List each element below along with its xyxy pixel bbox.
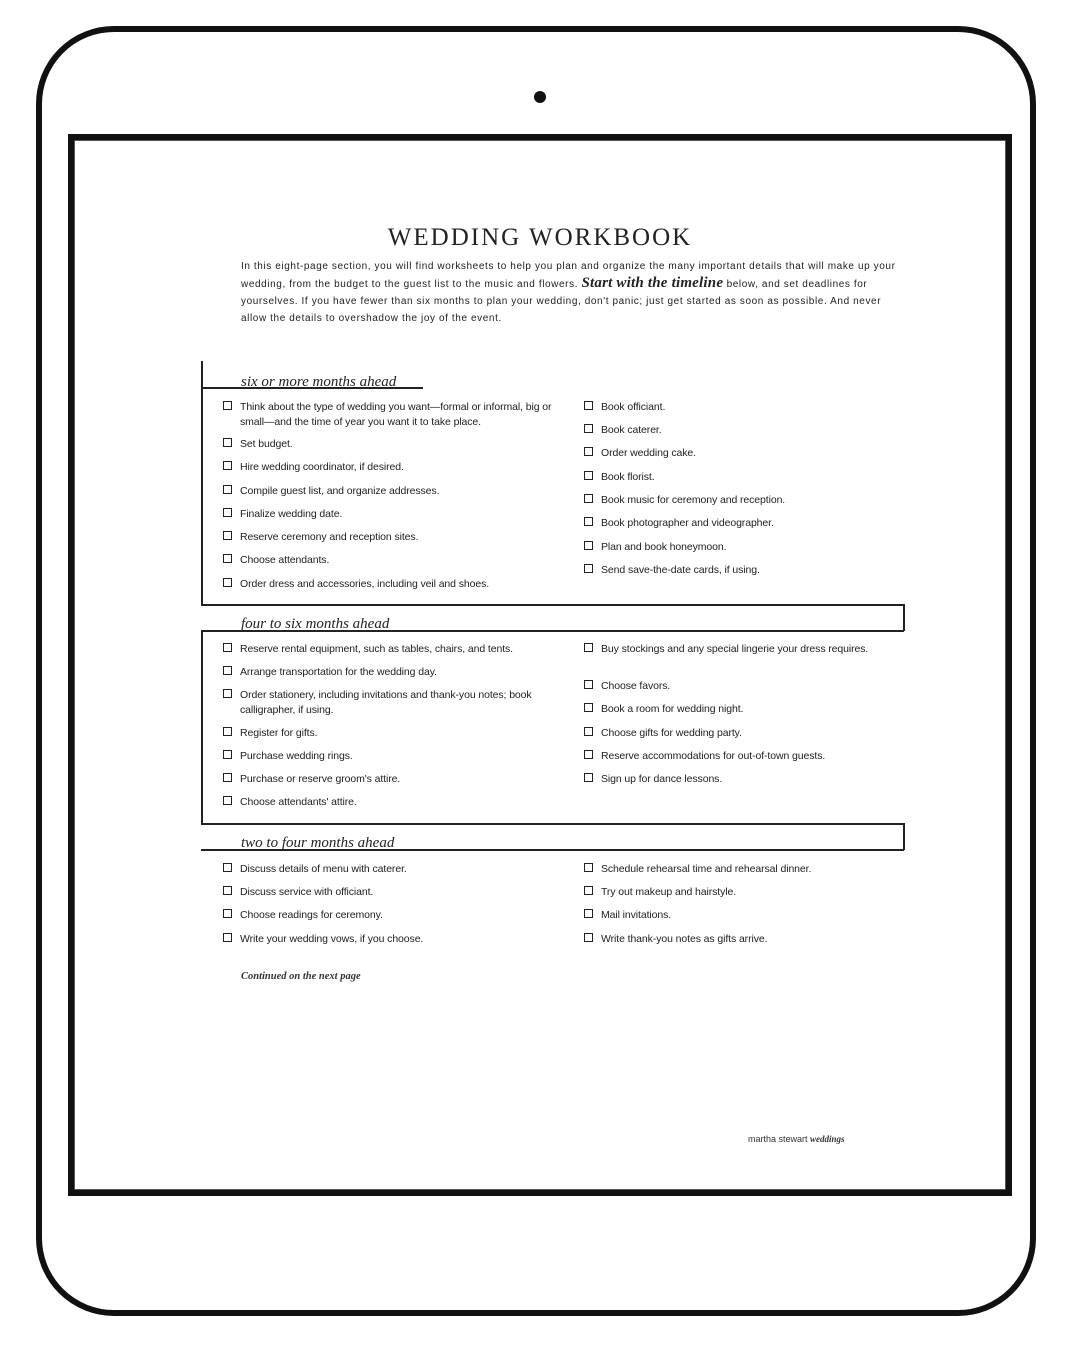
checkbox[interactable] xyxy=(223,750,232,759)
checklist-item-label: Order wedding cake. xyxy=(601,447,696,459)
checklist-item-label: Write your wedding vows, if you choose. xyxy=(240,933,424,945)
checkbox[interactable] xyxy=(223,461,232,470)
section-heading-two-months: two to four months ahead xyxy=(241,835,395,851)
checklist-item-label: Send save-the-date cards, if using. xyxy=(601,564,760,576)
checkbox[interactable] xyxy=(584,727,593,736)
checklist-item-label: Reserve rental equipment, such as tables, chairs, and tents. xyxy=(240,643,513,655)
checkbox[interactable] xyxy=(584,517,593,526)
checklist-item-label: Book caterer. xyxy=(601,424,662,436)
checkbox[interactable] xyxy=(584,541,593,550)
checklist-item-label: Order dress and accessories, including veil and shoes. xyxy=(240,578,490,590)
checkbox[interactable] xyxy=(584,933,593,942)
checkbox[interactable] xyxy=(584,886,593,895)
continued-note: Continued on the next page xyxy=(241,971,361,982)
checkbox[interactable] xyxy=(223,401,232,410)
checklist-item-label: Book florist. xyxy=(601,471,655,483)
checkbox[interactable] xyxy=(223,508,232,517)
checkbox[interactable] xyxy=(584,909,593,918)
checklist-item-label: Discuss details of menu with caterer. xyxy=(240,863,407,875)
brand-italic: weddings xyxy=(810,1134,845,1144)
checkbox[interactable] xyxy=(223,689,232,698)
checklist-item-label: Choose attendants' attire. xyxy=(240,796,357,808)
checkbox[interactable] xyxy=(223,531,232,540)
checkbox[interactable] xyxy=(584,703,593,712)
checklist-item-label: Order stationery, including invitations and thank-you notes; book calligrapher, if using. xyxy=(240,689,532,716)
frame-right-3 xyxy=(903,823,905,850)
checkbox[interactable] xyxy=(584,424,593,433)
checkbox[interactable] xyxy=(223,886,232,895)
checklist-item-label: Compile guest list, and organize addresses. xyxy=(240,485,440,497)
checklist-item-label: Book a room for wedding night. xyxy=(601,703,744,715)
frame-bottom-1 xyxy=(201,604,904,606)
checklist-item-label: Book photographer and videographer. xyxy=(601,517,774,529)
checkbox[interactable] xyxy=(584,773,593,782)
checklist-item-label: Set budget. xyxy=(240,438,293,450)
checklist-item-label: Book music for ceremony and reception. xyxy=(601,494,786,506)
checkbox[interactable] xyxy=(223,773,232,782)
checkbox[interactable] xyxy=(584,750,593,759)
checkbox[interactable] xyxy=(584,447,593,456)
checklist-item-label: Book officiant. xyxy=(601,401,666,413)
checkbox[interactable] xyxy=(584,494,593,503)
checklist-item-label: Choose attendants. xyxy=(240,554,330,566)
brand-plain: martha stewart xyxy=(748,1134,808,1144)
checkbox[interactable] xyxy=(223,909,232,918)
checkbox[interactable] xyxy=(584,401,593,410)
checklist-item-label: Finalize wedding date. xyxy=(240,508,343,520)
checkbox[interactable] xyxy=(584,863,593,872)
brand-footer xyxy=(748,1134,845,1144)
checkbox[interactable] xyxy=(584,471,593,480)
checkbox[interactable] xyxy=(584,643,593,652)
checklist-item-label: Choose readings for ceremony. xyxy=(240,909,383,921)
checklist-item-label: Try out makeup and hairstyle. xyxy=(601,886,737,898)
intro-text-after: below, and set deadlines for yourselves. If you have fewer than six months to plan your wedding, don't panic; just get started as soon as possible. And never allow the details to overshadow the joy of the event. xyxy=(241,279,882,324)
checkbox[interactable] xyxy=(223,643,232,652)
frame-bottom-2 xyxy=(201,823,904,825)
frame-left-2 xyxy=(201,630,203,824)
intro-paragraph xyxy=(241,258,896,327)
checklist-item-label: Reserve ceremony and reception sites. xyxy=(240,531,419,543)
checkbox[interactable] xyxy=(223,666,232,675)
checkbox[interactable] xyxy=(223,933,232,942)
camera-dot xyxy=(534,91,546,103)
frame-left-1 xyxy=(201,361,203,605)
checkbox[interactable] xyxy=(584,564,593,573)
checklist-item-label: Plan and book honeymoon. xyxy=(601,541,727,553)
checklist-item-label: Register for gifts. xyxy=(240,727,318,739)
section-heading-four-months: four to six months ahead xyxy=(241,616,390,632)
checklist-item-label: Reserve accommodations for out-of-town guests. xyxy=(601,750,826,762)
checkbox[interactable] xyxy=(223,796,232,805)
intro-emphasis: Start with the timeline xyxy=(581,275,724,291)
checkbox[interactable] xyxy=(223,727,232,736)
checklist-item-label: Choose gifts for wedding party. xyxy=(601,727,742,739)
checklist-item-label: Purchase or reserve groom's attire. xyxy=(240,773,401,785)
checkbox[interactable] xyxy=(223,554,232,563)
document-title: WEDDING WORKBOOK xyxy=(387,224,693,251)
checklist-item-label: Mail invitations. xyxy=(601,909,672,921)
checklist-item-label: Hire wedding coordinator, if desired. xyxy=(240,461,404,473)
checkbox[interactable] xyxy=(223,485,232,494)
frame-right-2 xyxy=(903,604,905,631)
checklist-item-label: Arrange transportation for the wedding day. xyxy=(240,666,437,678)
checklist-item-label: Think about the type of wedding you want—formal or informal, big or small—and the time of year you want it to take place. xyxy=(240,401,552,428)
checklist-item-label: Schedule rehearsal time and rehearsal dinner. xyxy=(601,863,812,875)
checklist-item-label: Write thank-you notes as gifts arrive. xyxy=(601,933,768,945)
section-heading-six-months: six or more months ahead xyxy=(241,374,397,390)
checklist-item-label: Sign up for dance lessons. xyxy=(601,773,723,785)
intro-text: In this eight-page section, you will find worksheets to help you plan and organize the many important details that will make up your wedding, from the budget to the guest list to the music and flowers. xyxy=(241,261,896,290)
checkbox[interactable] xyxy=(223,863,232,872)
checkbox[interactable] xyxy=(223,578,232,587)
checklist-item-label: Choose favors. xyxy=(601,680,671,692)
checklist-item-label: Buy stockings and any special lingerie your dress requires. xyxy=(601,643,869,655)
checkbox[interactable] xyxy=(223,438,232,447)
checklist-item-label: Discuss service with officiant. xyxy=(240,886,374,898)
checkbox[interactable] xyxy=(584,680,593,689)
checklist-item-label: Purchase wedding rings. xyxy=(240,750,353,762)
